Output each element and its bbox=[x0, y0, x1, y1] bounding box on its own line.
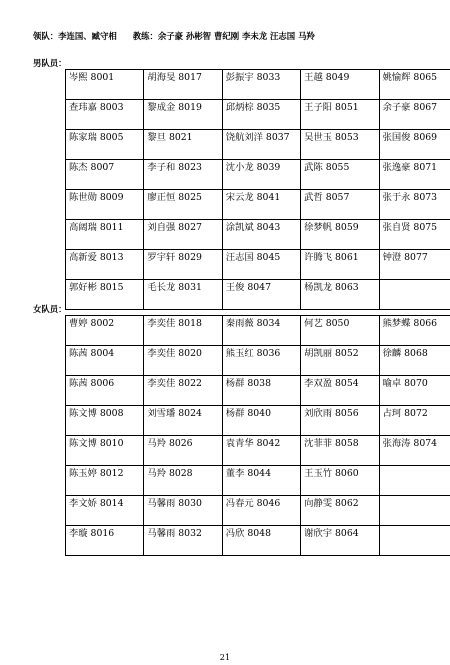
table-cell: 邱炳棕 8035 bbox=[222, 100, 300, 130]
table-row bbox=[66, 70, 450, 100]
table-cell: 高阔瑞 8011 bbox=[66, 220, 144, 250]
table-cell: 刘自强 8027 bbox=[144, 220, 222, 250]
table-cell: 陈玉婷 8012 bbox=[66, 466, 144, 496]
table-cell: 曹婷 8002 bbox=[66, 316, 144, 346]
table-cell bbox=[379, 280, 450, 310]
table-cell: 刘雪璠 8024 bbox=[144, 406, 222, 436]
table-cell: 廖正恒 8025 bbox=[144, 190, 222, 220]
table-cell: 张国俊 8069 bbox=[379, 130, 450, 160]
table-cell: 陈文博 8008 bbox=[66, 406, 144, 436]
table-cell: 杨凯龙 8063 bbox=[301, 280, 379, 310]
table-cell: 杨群 8040 bbox=[222, 406, 300, 436]
table-cell: 涂凯斌 8043 bbox=[222, 220, 300, 250]
table-cell: 杨群 8038 bbox=[222, 376, 300, 406]
table-cell: 李双盈 8054 bbox=[301, 376, 379, 406]
table-cell: 徐梦帆 8059 bbox=[301, 220, 379, 250]
table-cell: 马馨雨 8030 bbox=[144, 496, 222, 526]
men-section-label: 男队员： bbox=[33, 58, 67, 68]
table-cell: 武陈 8055 bbox=[301, 160, 379, 190]
table-cell: 陈茜 8004 bbox=[66, 346, 144, 376]
table-cell: 宋云龙 8041 bbox=[222, 190, 300, 220]
women-section-label: 女队员： bbox=[33, 304, 67, 314]
table-cell: 许腾飞 8061 bbox=[301, 250, 379, 280]
table-cell: 李子和 8023 bbox=[144, 160, 222, 190]
table-cell: 喻卓 8070 bbox=[379, 376, 450, 406]
table-cell: 李文娇 8014 bbox=[66, 496, 144, 526]
table-cell: 钟澄 8077 bbox=[379, 250, 450, 280]
table-cell: 冯欣 8048 bbox=[222, 526, 300, 556]
table-cell: 沈小龙 8039 bbox=[222, 160, 300, 190]
table-cell: 沈菲菲 8058 bbox=[301, 436, 379, 466]
leaders-label: 领队：李连国、臧守相 bbox=[33, 31, 117, 41]
table-cell: 董李 8044 bbox=[222, 466, 300, 496]
table-row bbox=[66, 220, 450, 250]
table-cell: 秦雨薇 8034 bbox=[222, 316, 300, 346]
table-row bbox=[66, 526, 450, 556]
table-row bbox=[66, 376, 450, 406]
table-cell: 武哲 8057 bbox=[301, 190, 379, 220]
table-row bbox=[66, 190, 450, 220]
table-cell: 王越 8049 bbox=[301, 70, 379, 100]
table-cell: 熊玉红 8036 bbox=[222, 346, 300, 376]
table-cell: 汪志国 8045 bbox=[222, 250, 300, 280]
coaches-label: 教练：余子豪 孙彬智 曹纪刚 李未龙 汪志国 马羚 bbox=[132, 31, 315, 41]
table-cell: 占珂 8072 bbox=[379, 406, 450, 436]
table-cell bbox=[379, 526, 450, 556]
table-cell: 陈茜 8006 bbox=[66, 376, 144, 406]
table-cell: 陈杰 8007 bbox=[66, 160, 144, 190]
table-row bbox=[66, 160, 450, 190]
table-row bbox=[66, 250, 450, 280]
table-cell: 饶航刘洋 8037 bbox=[222, 130, 300, 160]
table-cell: 王玉竹 8060 bbox=[301, 466, 379, 496]
table-cell: 马馨雨 8032 bbox=[144, 526, 222, 556]
table-cell: 李奕佳 8018 bbox=[144, 316, 222, 346]
table-cell: 何艺 8050 bbox=[301, 316, 379, 346]
table-row bbox=[66, 280, 450, 310]
table-cell: 王俊 8047 bbox=[222, 280, 300, 310]
table-cell: 熊梦蝶 8066 bbox=[379, 316, 450, 346]
women-roster-table bbox=[65, 315, 450, 556]
table-cell: 陈文博 8010 bbox=[66, 436, 144, 466]
table-cell: 罗宇轩 8029 bbox=[144, 250, 222, 280]
table-cell bbox=[379, 496, 450, 526]
page-number: 21 bbox=[219, 652, 231, 662]
table-cell: 李奕佳 8020 bbox=[144, 346, 222, 376]
table-cell: 陈家瑞 8005 bbox=[66, 130, 144, 160]
table-cell: 岑熙 8001 bbox=[66, 70, 144, 100]
table-cell: 袁青华 8042 bbox=[222, 436, 300, 466]
table-cell: 刘欣雨 8056 bbox=[301, 406, 379, 436]
table-row bbox=[66, 466, 450, 496]
table-cell: 胡海旻 8017 bbox=[144, 70, 222, 100]
table-cell: 张于永 8073 bbox=[379, 190, 450, 220]
table-cell: 黎旦 8021 bbox=[144, 130, 222, 160]
table-cell: 陈世勋 8009 bbox=[66, 190, 144, 220]
table-cell: 查玮嘉 8003 bbox=[66, 100, 144, 130]
table-cell: 郭好彬 8015 bbox=[66, 280, 144, 310]
table-row bbox=[66, 316, 450, 346]
table-cell: 胡凯丽 8052 bbox=[301, 346, 379, 376]
table-cell: 吴世玉 8053 bbox=[301, 130, 379, 160]
table-row bbox=[66, 436, 450, 466]
table-cell: 冯春元 8046 bbox=[222, 496, 300, 526]
table-cell: 姚愉辉 8065 bbox=[379, 70, 450, 100]
table-cell: 马羚 8028 bbox=[144, 466, 222, 496]
table-cell: 徐麟 8068 bbox=[379, 346, 450, 376]
table-cell: 毛长龙 8031 bbox=[144, 280, 222, 310]
table-cell bbox=[379, 466, 450, 496]
table-cell: 彭振宇 8033 bbox=[222, 70, 300, 100]
table-cell: 马羚 8026 bbox=[144, 436, 222, 466]
men-roster-table bbox=[65, 69, 450, 310]
table-cell: 王子阳 8051 bbox=[301, 100, 379, 130]
table-row bbox=[66, 346, 450, 376]
table-row bbox=[66, 130, 450, 160]
table-cell: 张海涛 8074 bbox=[379, 436, 450, 466]
table-cell: 高新爱 8013 bbox=[66, 250, 144, 280]
table-row bbox=[66, 100, 450, 130]
table-cell: 谢欣宇 8064 bbox=[301, 526, 379, 556]
table-cell: 向静雯 8062 bbox=[301, 496, 379, 526]
table-cell: 黎成金 8019 bbox=[144, 100, 222, 130]
table-cell: 李奕佳 8022 bbox=[144, 376, 222, 406]
table-cell: 李璇 8016 bbox=[66, 526, 144, 556]
table-cell: 张逸豪 8071 bbox=[379, 160, 450, 190]
table-cell: 余子豪 8067 bbox=[379, 100, 450, 130]
table-cell: 张自贤 8075 bbox=[379, 220, 450, 250]
table-row bbox=[66, 406, 450, 436]
table-row bbox=[66, 496, 450, 526]
staff-line bbox=[33, 30, 315, 42]
